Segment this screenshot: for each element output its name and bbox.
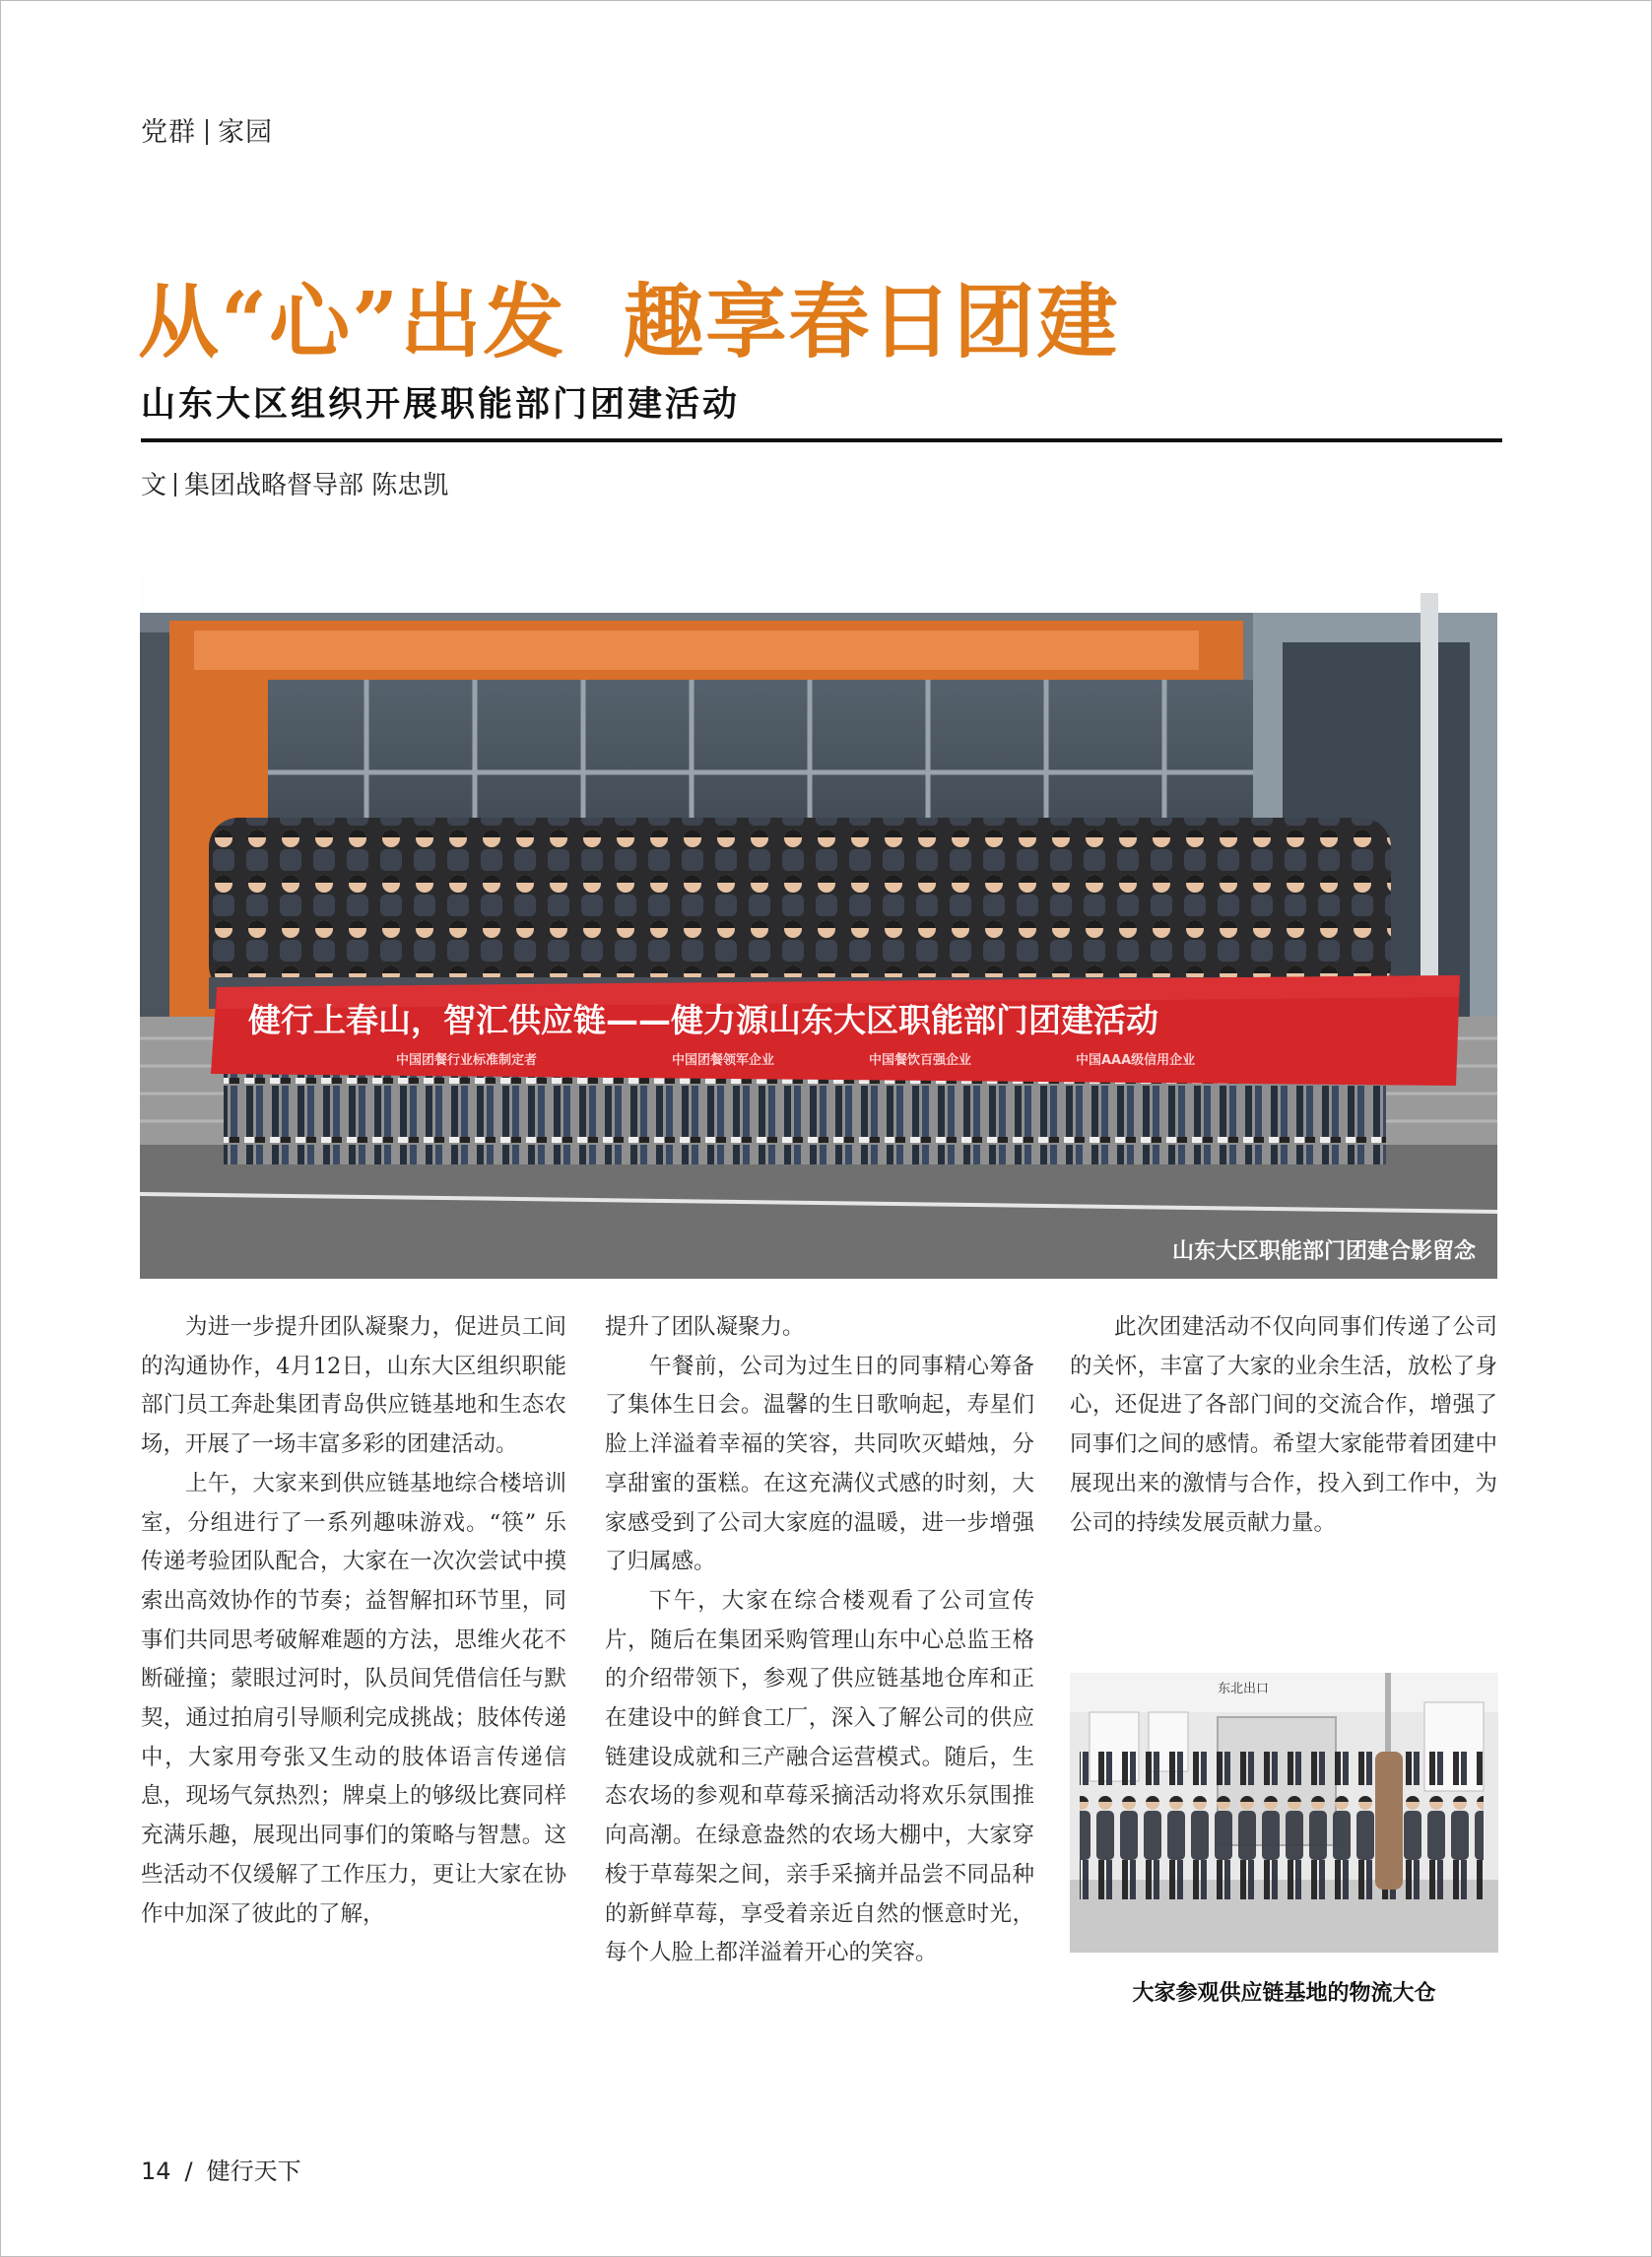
subsection-name: 家园 [218, 117, 273, 148]
banner-sub-4: 中国AAA级信用企业 [1076, 1053, 1196, 1068]
paragraph-2-continued: 提升了团队凝聚力。 [605, 1314, 805, 1340]
byline [141, 465, 448, 501]
magazine-name: 健行天下 [206, 2157, 301, 2185]
exit-sign: 东北出口 [1218, 1682, 1270, 1696]
title-part-2: 趣享春日团建 [623, 275, 1120, 369]
banner-sub-2: 中国团餐领军企业 [672, 1053, 775, 1068]
title-part-1: 从“心”出发 [138, 275, 566, 369]
byline-prefix: 文 [141, 471, 167, 500]
text-column-1 [141, 1308, 566, 1934]
paragraph-2: 上午，大家来到供应链基地综合楼培训室，分组进行了一系列趣味游戏。“筷” 乐传递考验团队配合，大家在一次次尝试中摸索出高效协作的节奏；益智解扣环节里，同事们共同思考破解难题的方法，思维火花不断碰撞；蒙眼过河时，队员间凭借信任与默契，通过拍肩引导顺利完成挑战；肢体传递中，大家用夸张又生动的肢体语言传递信息，现场气氛热烈；牌桌上的够级比赛同样充满乐趣，展现出同事们的策略与智慧。这些活动不仅缓解了工作压力，更让大家在协作中加深了彼此的了解， [141, 1470, 566, 1927]
paragraph-4: 下午，大家在综合楼观看了公司宣传片，随后在集团采购管理山东中心总监王格的介绍带领下，参观了供应链基地仓库和正在建设中的鲜食工厂，深入了解公司的供应链建设成就和三产融合运营模式。随后，生态农场的参观和草莓采摘活动将欢乐氛围推向高潮。在绿意盎然的农场大棚中，大家穿梭于草莓架之间，亲手采摘并品尝不同品种的新鲜草莓，享受着亲近自然的惬意时光，每个人脸上都洋溢着开心的笑容。 [605, 1587, 1034, 1966]
group-photo-caption: 山东大区职能部门团建合影留念 [1171, 1239, 1476, 1264]
group-photo-illustration [140, 554, 1497, 1279]
group-photo [140, 554, 1497, 1279]
text-column-2 [605, 1308, 1034, 1973]
section-name: 党群 [141, 117, 196, 148]
paragraph-1: 为进一步提升团队凝聚力，促进员工间的沟通协作，4月12日，山东大区组织职能部门员工奔赴集团青岛供应链基地和生态农场，开展了一场丰富多彩的团建活动。 [141, 1314, 566, 1458]
banner-title: 健行上春山，智汇供应链——健力源山东大区职能部门团建活动 [248, 1001, 1158, 1039]
warehouse-photo-illustration [1070, 1673, 1498, 1953]
section-label [141, 110, 273, 149]
paragraph-5: 此次团建活动不仅向同事们传递了公司的关怀，丰富了大家的业余生活，放松了身心，还促进了各部门间的交流合作，增强了同事们之间的感情。希望大家能带着团建中展现出来的激情与合作，投入到工作中，为公司的持续发展贡献力量。 [1070, 1314, 1497, 1536]
page-number: 14 [141, 2157, 171, 2185]
byline-author: 集团战略督导部 陈忠凯 [184, 471, 449, 500]
article-subtitle: 山东大区组织开展职能部门团建活动 [141, 385, 741, 425]
banner-sub-3: 中国餐饮百强企业 [869, 1053, 972, 1068]
title-divider [141, 438, 1502, 442]
banner-sub-1: 中国团餐行业标准制定者 [396, 1053, 538, 1068]
paragraph-3: 午餐前，公司为过生日的同事精心筹备了集体生日会。温馨的生日歌响起，寿星们脸上洋溢着幸福的笑容，共同吹灭蜡烛，分享甜蜜的蛋糕。在这充满仪式感的时刻，大家感受到了公司大家庭的温暖，进一步增强了归属感。 [605, 1353, 1034, 1575]
section-separator [206, 119, 208, 145]
page-footer: 14 / 健行天下 [141, 2157, 301, 2185]
byline-separator [174, 473, 176, 497]
warehouse-photo [1070, 1673, 1498, 1953]
warehouse-photo-caption: 大家参观供应链基地的物流大仓 [1132, 1981, 1436, 2006]
text-column-3 [1070, 1308, 1497, 1543]
article-title [138, 258, 1119, 373]
